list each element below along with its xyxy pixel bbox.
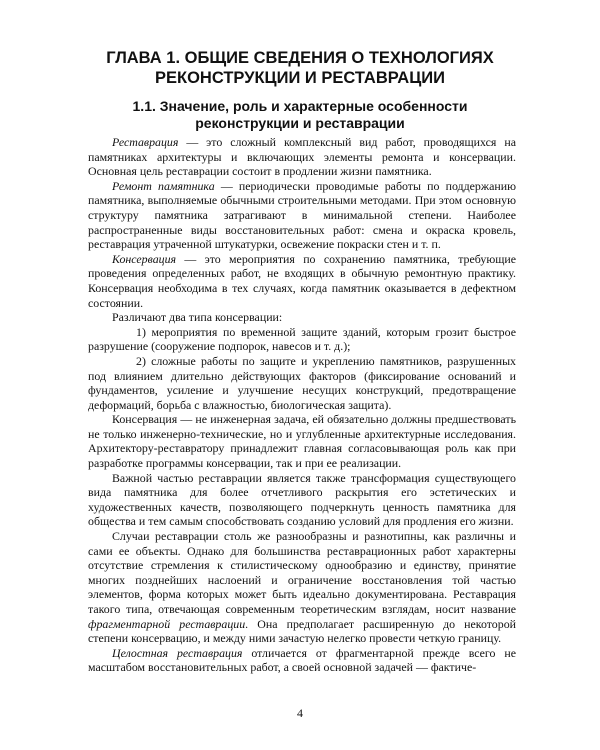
paragraph-text: . Она предполагает расширенную до некоторой степени консервацию, и между ними зачастую нелегко провести четкую границу. xyxy=(88,616,517,646)
term-repair: Ремонт памятника xyxy=(112,178,215,193)
paragraph-transformation: Важной частью реставрации является также трансформация существующего вида памятника для более отчетливого раскрытия его эстетических и художественных качеств, позволяющего подчеркнуть ценность памятника для общества и тем самым способствовать созданию условий для продления его жизни. xyxy=(88,470,516,529)
term-restoration: Реставрация xyxy=(112,135,179,149)
paragraph-conservation xyxy=(88,252,516,310)
paragraph-text: отличается от фрагментарной прежде всего не масштабом восстановительных работ, а своей основной задачей — фактиче- xyxy=(88,645,516,675)
term-conservation: Консервация xyxy=(112,251,177,266)
paragraph-restoration xyxy=(88,135,516,179)
paragraph-text: Случаи реставрации столь же разнообразны и разнотипны, как различны и сами ее объекты. Однако для большинства реставрационных работ характерны отсутствие стремления к стилистическому однообразию и единству, принятие многих позднейших наслоений и ограничение восстановления той частью элементов, форма которых может быть идеально документирована. Реставрация такого типа, отвечающая современным теоретическим взглядам, носит название xyxy=(88,529,516,616)
paragraph-text: — это сложный комплексный вид работ, проводящихся на памятниках архитектуры и включающих элементы ремонта и консервации. Основная цель реставрации состоит в продлении жизни памятника. xyxy=(88,135,516,179)
list-number: 2) xyxy=(136,353,146,368)
paragraph-cases xyxy=(88,529,516,646)
body-text xyxy=(88,135,516,675)
paragraph-repair xyxy=(88,179,516,252)
chapter-title: ГЛАВА 1. ОБЩИЕ СВЕДЕНИЯ О ТЕХНОЛОГИЯХ РЕКОНСТРУКЦИИ И РЕСТАВРАЦИИ xyxy=(106,49,494,87)
page-number: 4 xyxy=(297,706,303,720)
paragraph-integral-restoration xyxy=(88,646,516,675)
list-item xyxy=(88,325,516,354)
paragraph-types-intro: Различают два типа консервации: xyxy=(112,310,283,325)
list-text: сложные работы по защите и укреплению памятников, разрушенных под влиянием длительно действующих факторов (фиксирование оснований и фундаментов, усиление и улучшение несущих конструкций, предотвращение деформаций, борьба с влажностью, биологическая защита). xyxy=(88,353,516,412)
list-number: 1) xyxy=(136,324,146,339)
paragraph-conservation-role: Консервация — не инженерная задача, ей обязательно должны предшествовать не только инженерно-технические, но и углубленные архитектурные исследования. Архитектору-реставратору принадлежит главная согласовывающая роль как при разработке программы консервации, так и при ее реализации. xyxy=(88,412,516,471)
paragraph-text: — это мероприятия по сохранению памятника, требующие проведения определенных работ, не входящих в обычную ремонтную практику. Консервация необходима в тех случаях, когда памятник оказывается в дефектном состоянии. xyxy=(88,251,516,310)
term-integral-restoration: Целостная реставрация xyxy=(112,645,243,660)
paragraph-text: — периодически проводимые работы по поддержанию памятника, выполняемые обычными строительными методами. При этом основную структуру памятника затрагивают в минимальной степени. Наиболее распространенные виды восстановительных работ: смена и окраска кровель, реставрация утраченной штукатурки, освежение покраски стен и т. п. xyxy=(88,178,516,252)
section-title: 1.1. Значение, роль и характерные особенности реконструкции и реставрации xyxy=(132,98,468,131)
list-item xyxy=(88,354,516,412)
term-fragmentary-restoration: фрагментарной реставрации xyxy=(88,616,246,631)
list-text: мероприятия по временной защите зданий, которым грозит быстрое разрушение (сооружение подпорок, навесов и т. д.); xyxy=(88,324,516,354)
